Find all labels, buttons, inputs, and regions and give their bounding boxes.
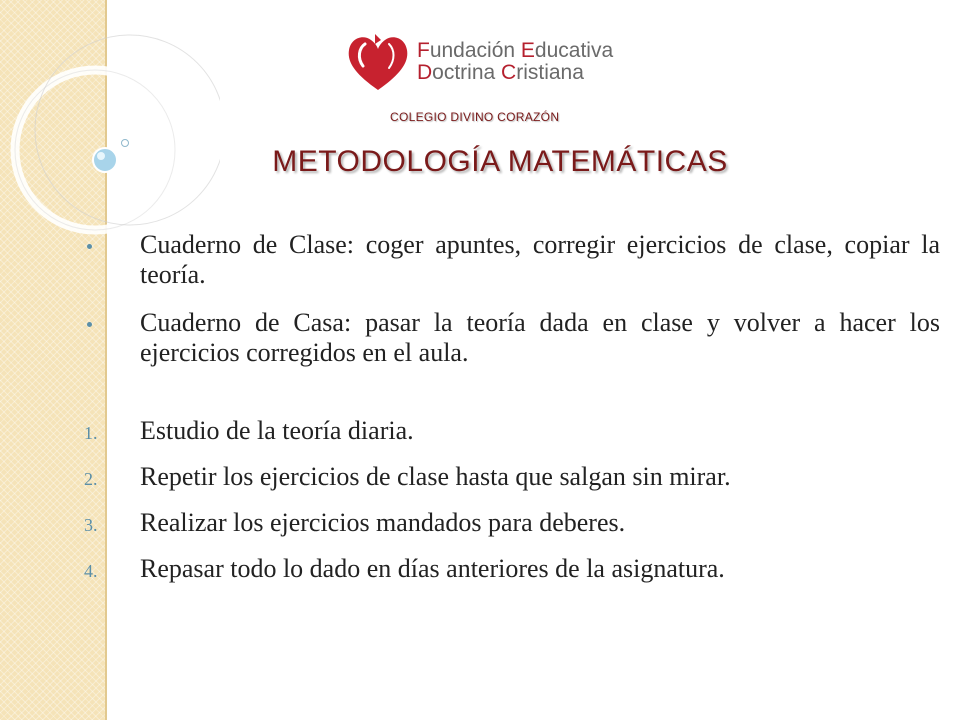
- item-number: 1.: [84, 423, 98, 443]
- numbered-item: [80, 462, 940, 492]
- numbered-text: Repasar todo lo dado en días anteriores de la asignatura.: [140, 554, 725, 583]
- item-number: 2.: [84, 469, 98, 489]
- numbered-item: [80, 416, 940, 446]
- bullet-item: [80, 308, 940, 368]
- slide-content: [80, 230, 940, 600]
- foundation-logo: [345, 28, 635, 100]
- bullet-text: Cuaderno de Clase: coger apuntes, corregir ejercicios de clase, copiar la teoría.: [140, 230, 940, 289]
- heart-logo-icon: [345, 30, 411, 94]
- school-name: COLEGIO DIVINO CORAZÓN: [390, 110, 560, 124]
- bullet-dot-icon: [87, 244, 92, 249]
- bullet-item: [80, 230, 940, 290]
- numbered-text: Repetir los ejercicios de clase hasta que salgan sin mirar.: [140, 462, 731, 491]
- item-number: 3.: [84, 515, 98, 535]
- item-number: 4.: [84, 561, 98, 581]
- logo-line-1: Fundación Educativa: [417, 39, 614, 62]
- numbered-text: Realizar los ejercicios mandados para deberes.: [140, 508, 626, 537]
- numbered-item: [80, 508, 940, 538]
- bullet-text: Cuaderno de Casa: pasar la teoría dada en clase y volver a hacer los ejercicios corregidos en el aula.: [140, 308, 940, 367]
- numbered-item: [80, 554, 940, 584]
- logo-text: [417, 40, 613, 84]
- bullet-dot-icon: [87, 322, 92, 327]
- logo-line-2: Doctrina Cristiana: [417, 61, 584, 84]
- numbered-text: Estudio de la teoría diaria.: [140, 416, 414, 445]
- page-title: METODOLOGÍA MATEMÁTICAS: [272, 145, 728, 178]
